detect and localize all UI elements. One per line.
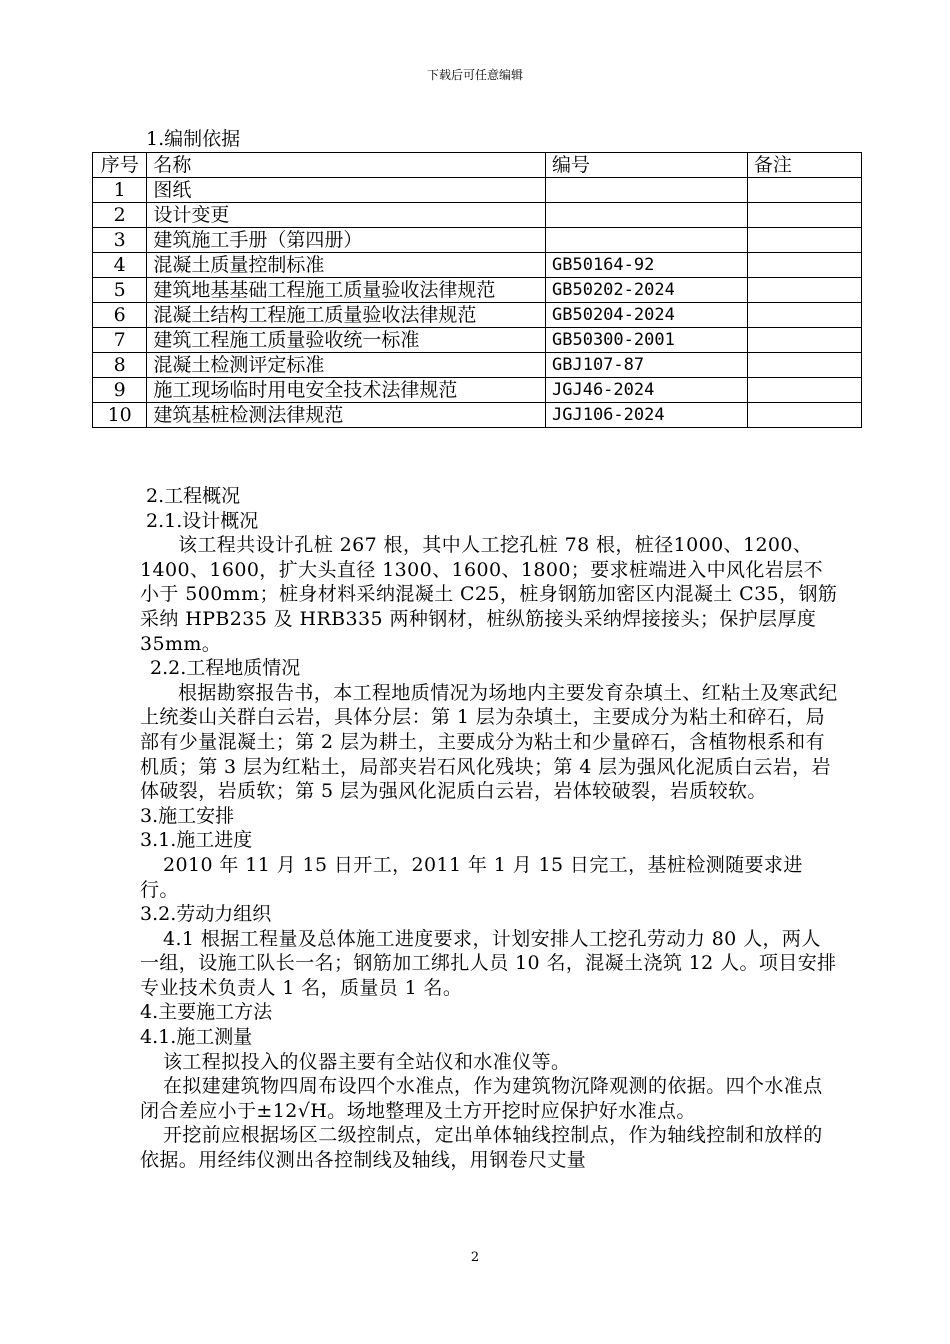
table-row [93,178,862,203]
table-row [93,253,862,278]
row-note [747,403,861,428]
row-name: 混凝土检测评定标准 [147,353,546,378]
header-code: 编号 [546,153,748,178]
basis-table [92,152,862,428]
section-2-1-text: 该工程共设计孔桩 267 根，其中人工挖孔桩 78 根，桩径1000、1200、1400、1600，扩大头直径 1300、1600、1800；要求桩端进入中风化岩层不小于 500mm；桩身材料采纳混凝土 C25，桩身钢筋加密区内混凝土 C35，钢筋采纳 HPB235 及 HRB335 两种钢材，桩纵筋接头采纳焊接接头；保护层厚度 35mm。 [140,534,838,655]
header-no: 序号 [93,153,147,178]
table-header-row [93,153,862,178]
section-4-1-title: 4.1.施工测量 [140,1026,253,1049]
row-code [546,228,748,253]
row-note [747,253,861,278]
row-no: 1 [93,178,147,203]
row-name: 建筑基桩检测法律规范 [147,403,546,428]
table-row [93,303,862,328]
table-row [93,203,862,228]
table-row [93,328,862,353]
section-1-title: 1.编制依据 [146,128,241,150]
row-note [747,228,861,253]
header-name: 名称 [147,153,546,178]
row-code: GB50300-2001 [546,328,748,353]
row-no: 8 [93,353,147,378]
row-code: GB50164-92 [546,253,748,278]
section-3-2-title: 3.2.劳动力组织 [140,903,272,926]
row-name: 图纸 [147,178,546,203]
table-row [93,228,862,253]
page-number: 2 [470,1250,480,1265]
row-name: 设计变更 [147,203,546,228]
row-note [747,328,861,353]
section-2-title: 2.工程概况 [146,485,241,507]
row-note [747,278,861,303]
header-note: 备注 [747,153,861,178]
row-no: 7 [93,328,147,353]
table-row [93,378,862,403]
page-header: 下载后可任意编辑 [426,68,523,82]
section-3-1-text: 2010 年 11 月 15 日开工，2011 年 1 月 15 日完工，基桩检测随要求进行。 [140,853,803,901]
table-row [93,353,862,378]
row-no: 5 [93,278,147,303]
row-code [546,203,748,228]
row-name: 施工现场临时用电安全技术法律规范 [147,378,546,403]
section-4-1-para-2: 在拟建建筑物四周布设四个水准点，作为建筑物沉降观测的依据。四个水准点闭合差应小于±12√H。场地整理及土方开挖时应保护好水准点。 [140,1075,823,1122]
row-name: 建筑地基基础工程施工质量验收法律规范 [147,278,546,303]
section-3-1-title: 3.1.施工进度 [140,829,253,852]
table-row [93,278,862,303]
row-code: GBJ107-87 [546,353,748,378]
row-code: GB50202-2024 [546,278,748,303]
section-4-1-para-1: 该工程拟投入的仪器主要有全站仪和水准仪等。 [163,1050,571,1073]
body-text [140,484,840,1173]
row-note [747,203,861,228]
row-note [747,353,861,378]
row-no: 6 [93,303,147,328]
row-name: 建筑施工手册（第四册） [147,228,546,253]
row-no: 3 [93,228,147,253]
row-code: JGJ106-2024 [546,403,748,428]
row-code: JGJ46-2024 [546,378,748,403]
row-note [747,303,861,328]
row-no: 9 [93,378,147,403]
section-2-1-title: 2.1.设计概况 [146,509,259,532]
table-row [93,403,862,428]
section-2-2-text: 根据勘察报告书，本工程地质情况为场地内主要发育杂填土、红粘土及寒武纪上统娄山关群白云岩，具体分层：第 1 层为杂填土，主要成分为粘土和碎石，局部有少量混凝土；第 2 层为耕土，主要成分为粘土和少量碎石，含植物根系和有机质；第 3 层为红粘土，局部夹岩石风化残块；第 4 层为强风化泥质白云岩，岩体破裂，岩质软；第 5 层为强风化泥质白云岩，岩体较破裂，岩质较软。 [140,681,838,803]
row-name: 建筑工程施工质量验收统一标准 [147,328,546,353]
section-3-2-text: 4.1 根据工程量及总体施工进度要求，计划安排人工挖孔劳动力 80 人，两人一组，设施工队长一名；钢筋加工绑扎人员 10 名，混凝土浇筑 12 人。项目安排专业技术负责人 1 名，质量员 1 名。 [140,927,837,999]
section-4-title: 4.主要施工方法 [140,1001,273,1024]
row-code: GB50204-2024 [546,303,748,328]
row-no: 10 [93,403,147,428]
row-no: 4 [93,253,147,278]
row-note [747,378,861,403]
row-note [747,178,861,203]
row-no: 2 [93,203,147,228]
section-4-1-para-3: 开挖前应根据场区二级控制点，定出单体轴线控制点，作为轴线控制和放样的依据。用经纬仪测出各控制线及轴线，用钢卷尺丈量 [140,1124,823,1172]
row-name: 混凝土质量控制标准 [147,253,546,278]
row-name: 混凝土结构工程施工质量验收法律规范 [147,303,546,328]
section-3-title: 3.施工安排 [140,804,235,827]
section-2-2-title: 2.2.工程地质情况 [150,657,301,680]
row-code [546,178,748,203]
